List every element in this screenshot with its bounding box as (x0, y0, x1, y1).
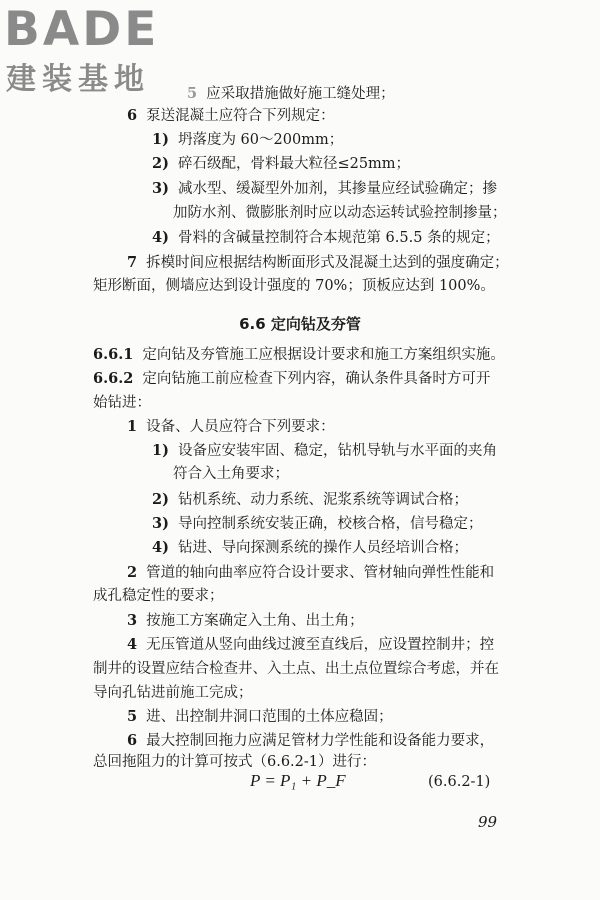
formula: P = P₁ + P_F (250, 771, 346, 790)
req-1-item-2-line: 2) 钻机系统、动力系统、泥浆系统等调试合格； (152, 491, 468, 508)
logo (4, 4, 179, 104)
clause-7-line: 7 拆模时间应根据结构断面形式及混凝土达到的强度确定； (127, 254, 509, 271)
req-2-line: 2 管道的轴向曲率应符合设计要求、管材轴向弹性性能和 (127, 564, 495, 581)
req-4-continuation-2: 导向孔钻进前施工完成； (93, 685, 253, 701)
item-3-continuation: 加防水剂、微膨胀剂时应以动态运转试验控制掺量； (173, 205, 507, 221)
req-1-item-3-line: 3) 导向控制系统安装正确，校核合格，信号稳定； (152, 515, 483, 532)
section-title: 6.6 定向钻及夯管 (239, 315, 361, 333)
clause-6-6-1-line: 6.6.1 定向钻及夯管施工应根据设计要求和施工方案组织实施。 (93, 346, 505, 363)
formula-number: (6.6.2-1) (428, 774, 491, 790)
clause-6-6-2-line: 6.6.2 定向钻施工前应检查下列内容，确认条件具备时方可开 (93, 370, 491, 387)
item-2-line: 2) 碎石级配，骨料最大粒径≤25mm； (152, 155, 411, 172)
req-1-item-1-continuation: 符合入土角要求； (173, 466, 289, 482)
req-1-item-4-line: 4) 钻进、导向探测系统的操作人员经培训合格； (152, 539, 468, 556)
clause-6-6-2-continuation: 始钻进： (93, 395, 151, 411)
logo-subtitle: 建装基地 (6, 62, 150, 97)
item-4-line: 4) 骨料的含碱量控制符合本规范第 6.5.5 条的规定； (152, 229, 500, 246)
req-5-line: 5 进、出控制井洞口范围的土体应稳固； (127, 708, 393, 725)
req-4-line: 4 无压管道从竖向曲线过渡至直线后，应设置控制井；控 (127, 636, 495, 653)
clause-6-line: 6 泵送混凝土应符合下列规定： (127, 107, 335, 124)
req-6-continuation: 总回拖阻力的计算可按式（6.6.2-1）进行： (93, 754, 377, 770)
clause-6-5-x-5-line: 5 应采取措施做好施工缝处理； (187, 85, 395, 102)
req-4-continuation-1: 制井的设置应结合检查井、入土点、出土点位置综合考虑，并在 (93, 661, 499, 677)
req-3-line: 3 按施工方案确定入土角、出土角； (127, 612, 364, 629)
req-6-line: 6 最大控制回拖力应满足管材力学性能和设备能力要求， (127, 732, 495, 749)
req-2-continuation: 成孔稳定性的要求； (93, 588, 224, 604)
clause-7-continuation: 矩形断面，侧墙应达到设计强度的 70%；顶板应达到 100%。 (93, 278, 495, 294)
item-1-line: 1) 坍落度为 60～200mm； (152, 131, 344, 148)
req-1-line: 1 设备、人员应符合下列要求： (127, 418, 335, 435)
page-number: 99 (478, 813, 498, 831)
logo-wordmark: BADE (4, 2, 160, 57)
req-1-item-1-line: 1) 设备应安装牢固、稳定，钻机导轨与水平面的夹角 (152, 442, 497, 459)
item-3-line: 3) 减水型、缓凝型外加剂，其掺量应经试验确定；掺 (152, 180, 497, 197)
